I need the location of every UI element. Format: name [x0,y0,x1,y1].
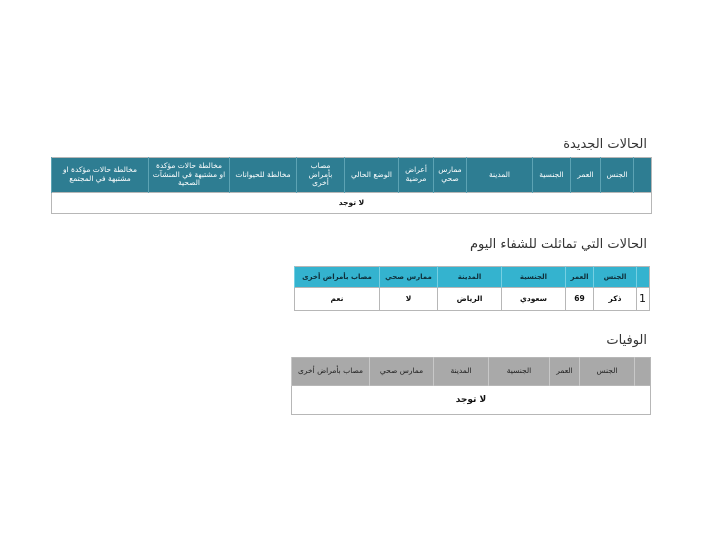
table-row [52,193,652,214]
header-cell: الجنس [594,267,637,288]
table-header-row [52,158,652,193]
table-header-row [292,358,651,386]
header-cell: ممارس صحي [380,267,438,288]
new-cases-table [51,157,652,214]
header-cell: الجنس [580,358,635,386]
index-header-cell [634,158,652,193]
other-diseases-cell: نعم [295,288,380,311]
header-cell: المدينة [438,267,502,288]
header-cell: المدينة [467,158,533,193]
table-header-row [295,267,650,288]
header-cell: ممارس صحي [370,358,434,386]
header-cell: مخالطة حالات مؤكدة او مشتبهة في المنشآت الصحية [149,158,230,193]
table-row [295,288,650,311]
header-cell: الجنسية [533,158,571,193]
nationality-cell: سعودي [502,288,566,311]
header-cell: العمر [550,358,580,386]
header-cell: مصاب بأمراض أخرى [292,358,370,386]
index-header-cell [635,358,651,386]
header-cell: الجنسية [489,358,550,386]
header-cell: ممارس صحي [434,158,467,193]
header-cell: مصاب بأمراض أخرى [297,158,345,193]
table-row [292,386,651,415]
gender-cell: ذكر [594,288,637,311]
header-cell: الجنسية [502,267,566,288]
health-practitioner-cell: لا [380,288,438,311]
index-header-cell [637,267,650,288]
city-cell: الرياض [438,288,502,311]
header-cell: العمر [566,267,594,288]
header-cell: أعراض مرضية [399,158,434,193]
header-cell: مخالطة حالات مؤكدة او مشتبهة في المجتمع [52,158,149,193]
header-cell: مخالطة للحيوانات [230,158,297,193]
empty-cell: لا توجد [292,386,651,415]
deaths-title: الوفيات [606,333,647,348]
recovered-title: الحالات التي تماثلت للشفاء اليوم [470,237,647,252]
recovered-table [294,266,650,311]
header-cell: المدينة [434,358,489,386]
age-cell: 69 [566,288,594,311]
header-cell: العمر [571,158,601,193]
new-cases-title: الحالات الجديدة [563,137,647,152]
empty-cell: لا توجد [52,193,652,214]
row-index-cell: 1 [637,288,650,311]
header-cell: مصاب بأمراض أخرى [295,267,380,288]
header-cell: الجنس [601,158,634,193]
header-cell: الوضع الحالي [345,158,399,193]
deaths-table [291,357,651,415]
